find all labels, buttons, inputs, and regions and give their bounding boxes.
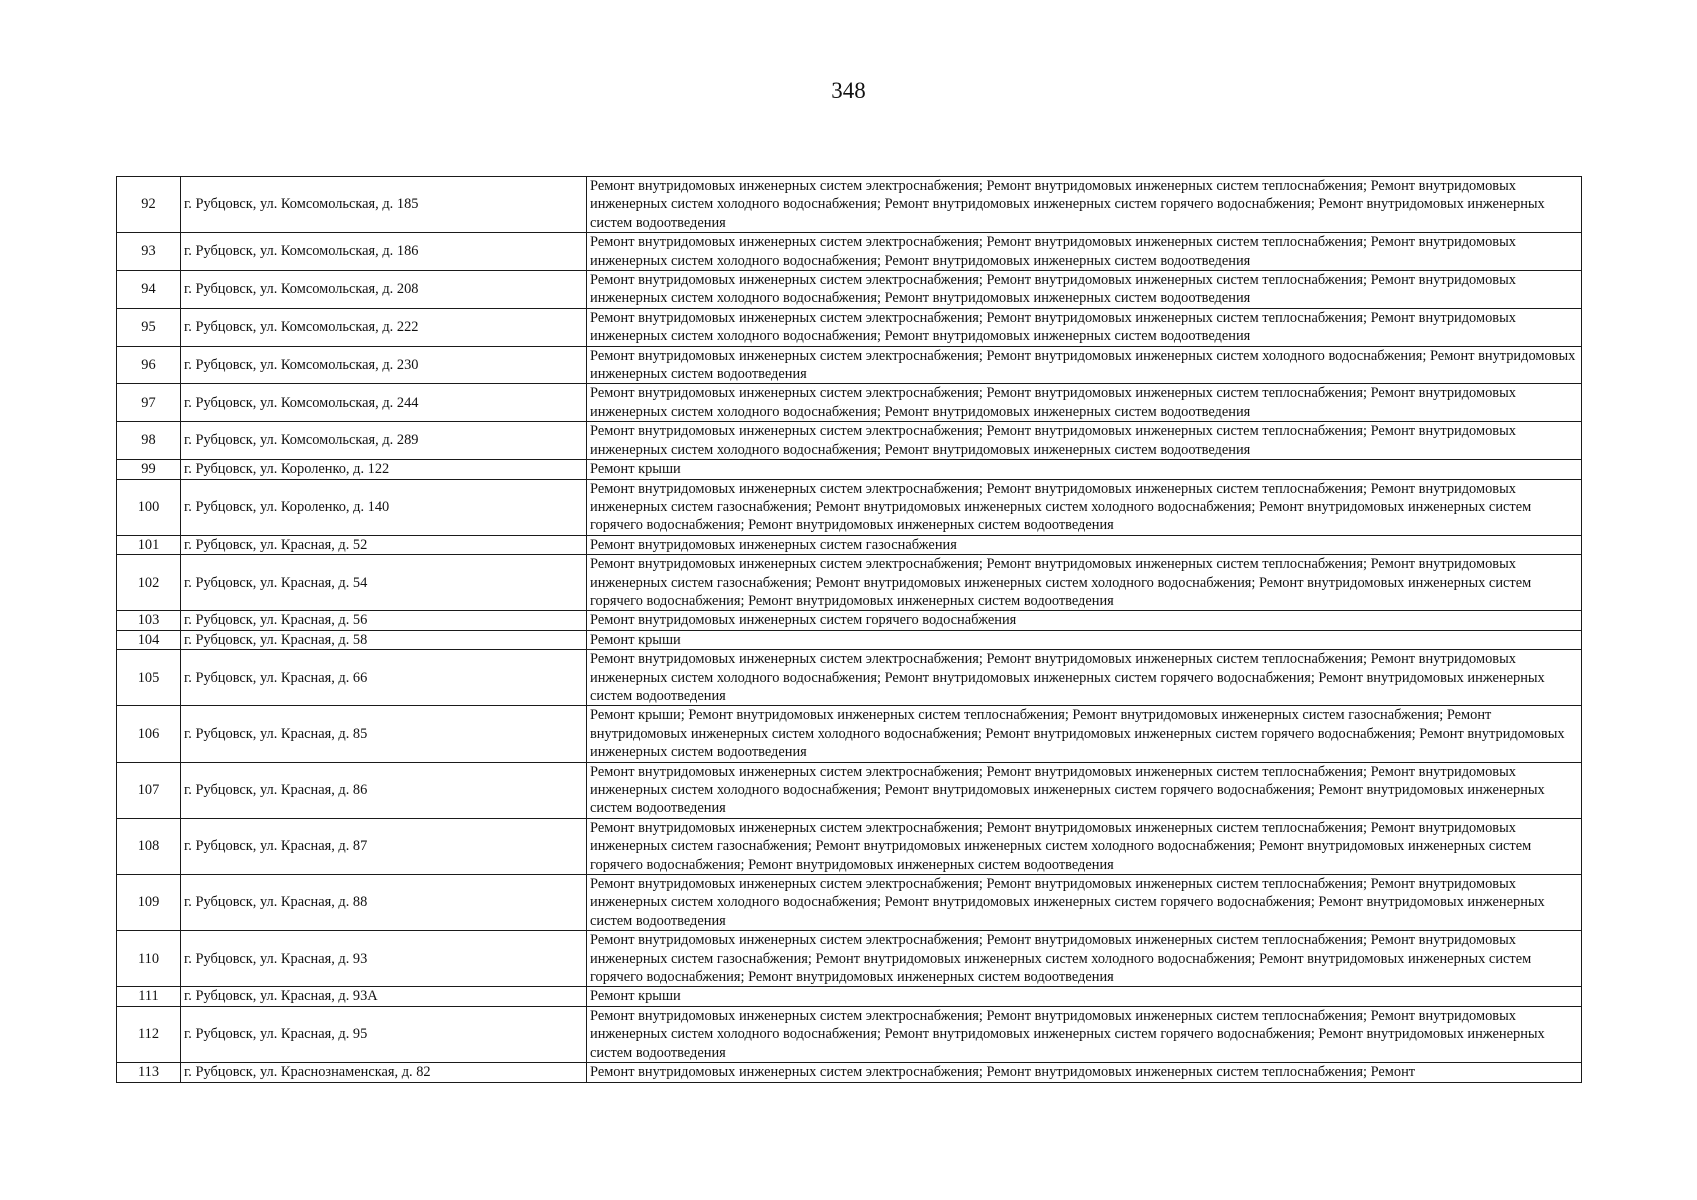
- row-work: Ремонт внутридомовых инженерных систем электроснабжения; Ремонт внутридомовых инженерных систем теплоснабжения; Ремонт внутридомовых инженерных систем газоснабжения; Ремонт внутридомовых инженерных систем холодного водоснабжения; Ремонт внутридомовых инженерных систем горячего водоснабжения; Ремонт внутридомовых инженерных систем водоотведения: [587, 555, 1582, 611]
- row-address: г. Рубцовск, ул. Красная, д. 56: [181, 611, 587, 630]
- table-row: [117, 818, 1582, 874]
- table-row: [117, 479, 1582, 535]
- table-row: [117, 630, 1582, 649]
- row-number: 101: [117, 535, 181, 554]
- row-address: г. Рубцовск, ул. Красная, д. 95: [181, 1006, 587, 1062]
- row-number: 111: [117, 987, 181, 1006]
- row-address: г. Рубцовск, ул. Красная, д. 87: [181, 818, 587, 874]
- row-number: 113: [117, 1063, 181, 1082]
- row-address: г. Рубцовск, ул. Красная, д. 93: [181, 931, 587, 987]
- table-row: [117, 535, 1582, 554]
- register-body: [117, 177, 1582, 1083]
- table-row: [117, 460, 1582, 479]
- page-number: 348: [831, 78, 866, 103]
- row-number: 94: [117, 271, 181, 309]
- row-work: Ремонт внутридомовых инженерных систем электроснабжения; Ремонт внутридомовых инженерных систем теплоснабжения; Ремонт внутридомовых инженерных систем холодного водоснабжения; Ремонт внутридомовых инженерных систем водоотведения: [587, 384, 1582, 422]
- table-row: [117, 1006, 1582, 1062]
- row-work: Ремонт внутридомовых инженерных систем газоснабжения: [587, 535, 1582, 554]
- row-number: 96: [117, 346, 181, 384]
- row-number: 97: [117, 384, 181, 422]
- row-address: г. Рубцовск, ул. Красная, д. 88: [181, 875, 587, 931]
- row-address: г. Рубцовск, ул. Комсомольская, д. 244: [181, 384, 587, 422]
- row-work: Ремонт внутридомовых инженерных систем электроснабжения; Ремонт внутридомовых инженерных систем теплоснабжения; Ремонт внутридомовых инженерных систем холодного водоснабжения; Ремонт внутридомовых инженерных систем горячего водоснабжения; Ремонт внутридомовых инженерных систем водоотведения: [587, 177, 1582, 233]
- table-row: [117, 931, 1582, 987]
- table-row: [117, 308, 1582, 346]
- row-address: г. Рубцовск, ул. Красная, д. 58: [181, 630, 587, 649]
- row-number: 102: [117, 555, 181, 611]
- row-address: г. Рубцовск, ул. Красная, д. 54: [181, 555, 587, 611]
- row-number: 103: [117, 611, 181, 630]
- row-address: г. Рубцовск, ул. Комсомольская, д. 208: [181, 271, 587, 309]
- row-number: 93: [117, 233, 181, 271]
- row-work: Ремонт внутридомовых инженерных систем горячего водоснабжения: [587, 611, 1582, 630]
- row-number: 112: [117, 1006, 181, 1062]
- row-work: Ремонт внутридомовых инженерных систем электроснабжения; Ремонт внутридомовых инженерных систем холодного водоснабжения; Ремонт внутридомовых инженерных систем водоотведения: [587, 346, 1582, 384]
- row-work: Ремонт внутридомовых инженерных систем электроснабжения; Ремонт внутридомовых инженерных систем теплоснабжения; Ремонт внутридомовых инженерных систем холодного водоснабжения; Ремонт внутридомовых инженерных систем горячего водоснабжения; Ремонт внутридомовых инженерных систем водоотведения: [587, 875, 1582, 931]
- row-work: Ремонт внутридомовых инженерных систем электроснабжения; Ремонт внутридомовых инженерных систем теплоснабжения; Ремонт: [587, 1063, 1582, 1082]
- table-row: [117, 762, 1582, 818]
- row-address: г. Рубцовск, ул. Комсомольская, д. 222: [181, 308, 587, 346]
- row-work: Ремонт внутридомовых инженерных систем электроснабжения; Ремонт внутридомовых инженерных систем теплоснабжения; Ремонт внутридомовых инженерных систем холодного водоснабжения; Ремонт внутридомовых инженерных систем водоотведения: [587, 271, 1582, 309]
- table-row: [117, 875, 1582, 931]
- row-address: г. Рубцовск, ул. Комсомольская, д. 230: [181, 346, 587, 384]
- table-row: [117, 650, 1582, 706]
- row-work: Ремонт крыши: [587, 630, 1582, 649]
- row-number: 100: [117, 479, 181, 535]
- row-number: 105: [117, 650, 181, 706]
- row-number: 106: [117, 706, 181, 762]
- row-work: Ремонт внутридомовых инженерных систем электроснабжения; Ремонт внутридомовых инженерных систем теплоснабжения; Ремонт внутридомовых инженерных систем газоснабжения; Ремонт внутридомовых инженерных систем холодного водоснабжения; Ремонт внутридомовых инженерных систем горячего водоснабжения; Ремонт внутридомовых инженерных систем водоотведения: [587, 818, 1582, 874]
- row-address: г. Рубцовск, ул. Красная, д. 52: [181, 535, 587, 554]
- row-number: 109: [117, 875, 181, 931]
- row-work: Ремонт внутридомовых инженерных систем электроснабжения; Ремонт внутридомовых инженерных систем теплоснабжения; Ремонт внутридомовых инженерных систем холодного водоснабжения; Ремонт внутридомовых инженерных систем водоотведения: [587, 308, 1582, 346]
- table-row: [117, 611, 1582, 630]
- table-row: [117, 422, 1582, 460]
- row-work: Ремонт внутридомовых инженерных систем электроснабжения; Ремонт внутридомовых инженерных систем теплоснабжения; Ремонт внутридомовых инженерных систем газоснабжения; Ремонт внутридомовых инженерных систем холодного водоснабжения; Ремонт внутридомовых инженерных систем горячего водоснабжения; Ремонт внутридомовых инженерных систем водоотведения: [587, 479, 1582, 535]
- repair-register-table: [116, 176, 1582, 1083]
- table-row: [117, 177, 1582, 233]
- row-address: г. Рубцовск, ул. Комсомольская, д. 186: [181, 233, 587, 271]
- row-address: г. Рубцовск, ул. Красная, д. 86: [181, 762, 587, 818]
- row-work: Ремонт внутридомовых инженерных систем электроснабжения; Ремонт внутридомовых инженерных систем теплоснабжения; Ремонт внутридомовых инженерных систем газоснабжения; Ремонт внутридомовых инженерных систем холодного водоснабжения; Ремонт внутридомовых инженерных систем горячего водоснабжения; Ремонт внутридомовых инженерных систем водоотведения: [587, 931, 1582, 987]
- row-number: 107: [117, 762, 181, 818]
- row-number: 110: [117, 931, 181, 987]
- row-work: Ремонт внутридомовых инженерных систем электроснабжения; Ремонт внутридомовых инженерных систем теплоснабжения; Ремонт внутридомовых инженерных систем холодного водоснабжения; Ремонт внутридомовых инженерных систем горячего водоснабжения; Ремонт внутридомовых инженерных систем водоотведения: [587, 762, 1582, 818]
- row-work: Ремонт внутридомовых инженерных систем электроснабжения; Ремонт внутридомовых инженерных систем теплоснабжения; Ремонт внутридомовых инженерных систем холодного водоснабжения; Ремонт внутридомовых инженерных систем горячего водоснабжения; Ремонт внутридомовых инженерных систем водоотведения: [587, 650, 1582, 706]
- table-row: [117, 346, 1582, 384]
- row-number: 104: [117, 630, 181, 649]
- row-work: Ремонт крыши; Ремонт внутридомовых инженерных систем теплоснабжения; Ремонт внутридомовых инженерных систем газоснабжения; Ремонт внутридомовых инженерных систем холодного водоснабжения; Ремонт внутридомовых инженерных систем горячего водоснабжения; Ремонт внутридомовых инженерных систем водоотведения: [587, 706, 1582, 762]
- row-work: Ремонт внутридомовых инженерных систем электроснабжения; Ремонт внутридомовых инженерных систем теплоснабжения; Ремонт внутридомовых инженерных систем холодного водоснабжения; Ремонт внутридомовых инженерных систем горячего водоснабжения; Ремонт внутридомовых инженерных систем водоотведения: [587, 1006, 1582, 1062]
- row-number: 95: [117, 308, 181, 346]
- table-row: [117, 233, 1582, 271]
- row-number: 98: [117, 422, 181, 460]
- row-address: г. Рубцовск, ул. Красная, д. 93А: [181, 987, 587, 1006]
- row-address: г. Рубцовск, ул. Комсомольская, д. 289: [181, 422, 587, 460]
- table-row: [117, 271, 1582, 309]
- row-number: 99: [117, 460, 181, 479]
- row-address: г. Рубцовск, ул. Красная, д. 85: [181, 706, 587, 762]
- row-number: 108: [117, 818, 181, 874]
- row-address: г. Рубцовск, ул. Короленко, д. 122: [181, 460, 587, 479]
- row-address: г. Рубцовск, ул. Краснознаменская, д. 82: [181, 1063, 587, 1082]
- table-row: [117, 384, 1582, 422]
- table-row: [117, 706, 1582, 762]
- row-work: Ремонт крыши: [587, 987, 1582, 1006]
- row-work: Ремонт крыши: [587, 460, 1582, 479]
- table-row: [117, 1063, 1582, 1082]
- row-work: Ремонт внутридомовых инженерных систем электроснабжения; Ремонт внутридомовых инженерных систем теплоснабжения; Ремонт внутридомовых инженерных систем холодного водоснабжения; Ремонт внутридомовых инженерных систем водоотведения: [587, 422, 1582, 460]
- row-address: г. Рубцовск, ул. Комсомольская, д. 185: [181, 177, 587, 233]
- table-row: [117, 987, 1582, 1006]
- row-work: Ремонт внутридомовых инженерных систем электроснабжения; Ремонт внутридомовых инженерных систем теплоснабжения; Ремонт внутридомовых инженерных систем холодного водоснабжения; Ремонт внутридомовых инженерных систем водоотведения: [587, 233, 1582, 271]
- table-row: [117, 555, 1582, 611]
- row-address: г. Рубцовск, ул. Короленко, д. 140: [181, 479, 587, 535]
- row-address: г. Рубцовск, ул. Красная, д. 66: [181, 650, 587, 706]
- row-number: 92: [117, 177, 181, 233]
